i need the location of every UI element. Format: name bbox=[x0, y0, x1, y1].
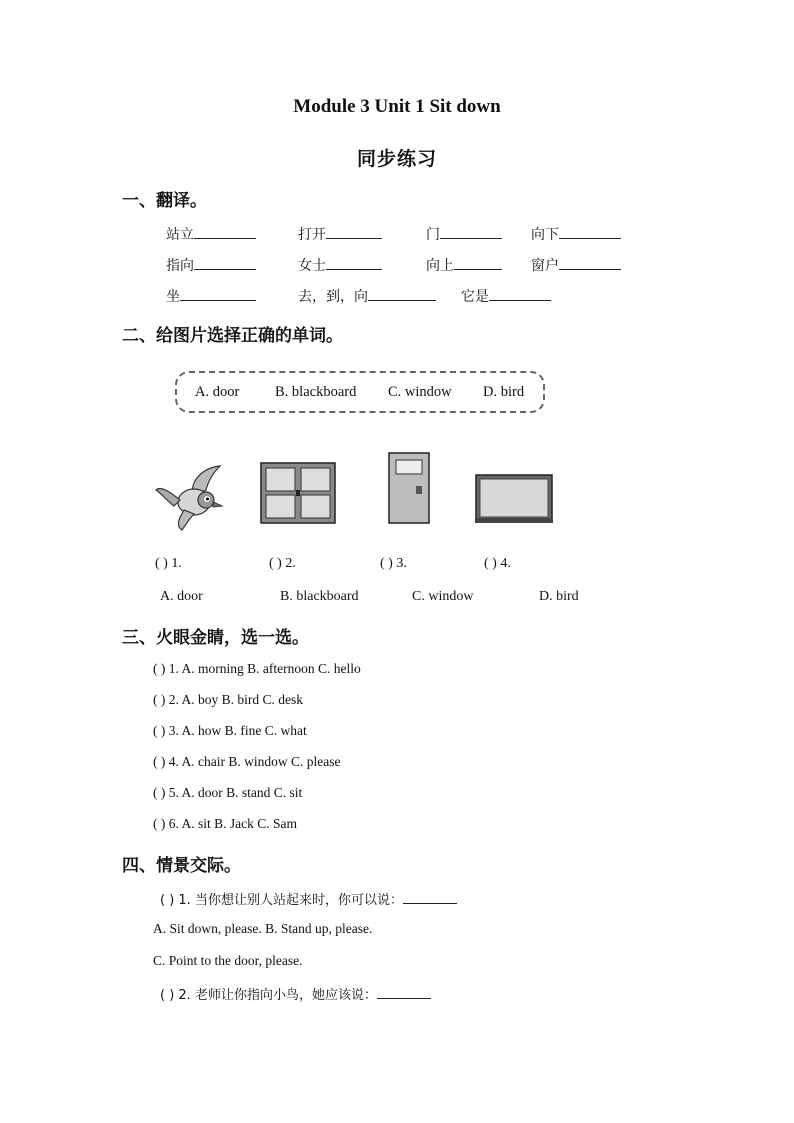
translate-item: 站立 bbox=[166, 224, 256, 244]
label-c: C. window bbox=[412, 589, 474, 604]
option-b: B. blackboard bbox=[275, 384, 357, 400]
translate-item: 指向 bbox=[166, 255, 256, 275]
answer-blank[interactable] bbox=[326, 224, 382, 239]
answer-blank[interactable] bbox=[403, 889, 457, 904]
label-d: D. bird bbox=[539, 589, 579, 604]
word-options-box bbox=[175, 371, 545, 413]
answer-blank[interactable] bbox=[489, 286, 551, 301]
answer-blank[interactable] bbox=[368, 286, 436, 301]
answer-slot-2[interactable]: ( ) 2. bbox=[269, 556, 296, 571]
translate-item: 向下 bbox=[531, 224, 621, 244]
section-heading-translate: 一、翻译。 bbox=[122, 191, 207, 211]
situation-question-1[interactable]: ( ) 1. 当你想让别人站起来时，你可以说： bbox=[160, 889, 457, 908]
translate-item: 门 bbox=[426, 224, 502, 244]
translate-item: 向上 bbox=[426, 255, 502, 275]
answer-blank[interactable] bbox=[440, 224, 502, 239]
option-d: D. bird bbox=[483, 384, 525, 400]
translate-item: 坐 bbox=[166, 286, 256, 306]
bird-picture bbox=[154, 460, 226, 532]
answer-blank[interactable] bbox=[559, 255, 621, 270]
answer-blank[interactable] bbox=[377, 984, 431, 999]
situation-question-2[interactable]: ( ) 2. 老师让你指向小鸟，她应该说： bbox=[160, 984, 431, 1003]
section-heading-picture-match: 二、给图片选择正确的单词。 bbox=[122, 326, 343, 346]
translate-item: 女士 bbox=[298, 255, 382, 275]
answer-blank[interactable] bbox=[194, 224, 256, 239]
situation-option-c: C. Point to the door, please. bbox=[153, 953, 303, 968]
label-a: A. door bbox=[160, 589, 203, 604]
section-heading-choose: 三、火眼金睛，选一选。 bbox=[122, 628, 309, 648]
page-title: Module 3 Unit 1 Sit down bbox=[293, 96, 501, 117]
answer-slot-4[interactable]: ( ) 4. bbox=[484, 556, 511, 571]
answer-slot-1[interactable]: ( ) 1. bbox=[155, 556, 182, 571]
choice-question[interactable]: ( ) 1. A. morning B. afternoon C. hello bbox=[153, 661, 361, 676]
choice-question[interactable]: ( ) 4. A. chair B. window C. please bbox=[153, 754, 341, 769]
translate-item: 窗户 bbox=[531, 255, 621, 275]
answer-blank[interactable] bbox=[180, 286, 256, 301]
answer-slot-3[interactable]: ( ) 3. bbox=[380, 556, 407, 571]
translate-item: 打开 bbox=[298, 224, 382, 244]
answer-blank[interactable] bbox=[194, 255, 256, 270]
situation-options-ab: A. Sit down, please. B. Stand up, please. bbox=[153, 921, 373, 936]
translate-item: 去，到，向 bbox=[298, 286, 436, 306]
answer-blank[interactable] bbox=[559, 224, 621, 239]
page-subtitle: 同步练习 bbox=[356, 149, 437, 170]
option-a: A. door bbox=[195, 384, 240, 400]
label-b: B. blackboard bbox=[280, 589, 359, 604]
door-picture bbox=[388, 452, 430, 524]
answer-blank[interactable] bbox=[454, 255, 502, 270]
choice-question[interactable]: ( ) 6. A. sit B. Jack C. Sam bbox=[153, 816, 297, 831]
choice-question[interactable]: ( ) 3. A. how B. fine C. what bbox=[153, 723, 307, 738]
window-picture bbox=[260, 462, 336, 524]
section-heading-situation: 四、情景交际。 bbox=[122, 856, 241, 876]
choice-question[interactable]: ( ) 2. A. boy B. bird C. desk bbox=[153, 692, 303, 707]
option-c: C. window bbox=[388, 384, 452, 400]
blackboard-picture bbox=[475, 474, 553, 524]
translate-item: 它是 bbox=[461, 286, 551, 306]
answer-blank[interactable] bbox=[326, 255, 382, 270]
choice-question[interactable]: ( ) 5. A. door B. stand C. sit bbox=[153, 785, 303, 800]
